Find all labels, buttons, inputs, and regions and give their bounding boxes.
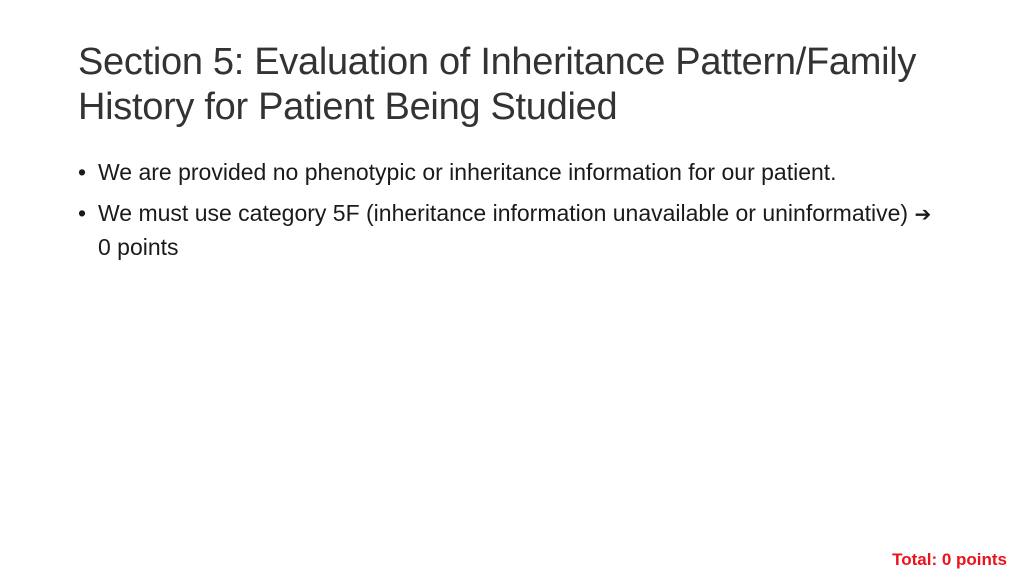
bullet-list xyxy=(78,156,938,272)
bullet-result: 0 points xyxy=(98,234,179,260)
bullet-text: We are provided no phenotypic or inheritance information for our patient. xyxy=(98,159,837,185)
right-arrow-icon: ➔ xyxy=(914,202,932,226)
slide-title: Section 5: Evaluation of Inheritance Pattern/Family History for Patient Being Studied xyxy=(78,41,917,128)
bullet-item-2 xyxy=(78,197,938,264)
bullet-text: We must use category 5F (inheritance information unavailable or uninformative) xyxy=(98,200,909,226)
bullet-dot: • xyxy=(78,159,87,185)
bullet-item-1 xyxy=(78,156,938,189)
bullet-dot: • xyxy=(78,200,87,226)
total-points: Total: 0 points xyxy=(892,550,1007,569)
